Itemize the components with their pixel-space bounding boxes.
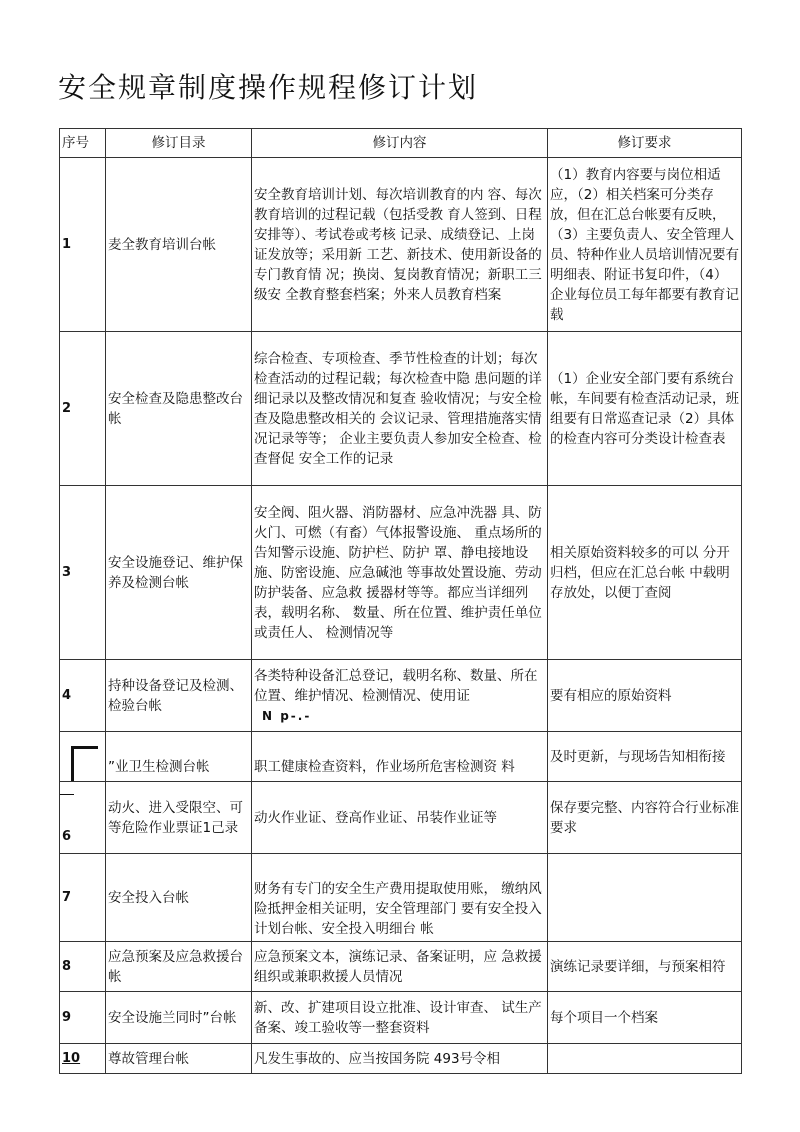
row-content-cell — [252, 660, 548, 732]
row-dir: 应急预案及应急救援台帐 — [106, 942, 252, 992]
revision-plan-table — [59, 128, 742, 1074]
row-no: 4 — [60, 660, 106, 732]
row-req: 及时更新，与现场告知相衔接 — [548, 732, 742, 782]
table-row — [60, 732, 742, 782]
row-content: 动火作业证、登高作业证、吊装作业证等 — [252, 782, 548, 854]
row-no: 10 — [60, 1044, 106, 1074]
header-content: 修订内容 — [252, 129, 548, 158]
row-content: 应急预案文本，演练记录、备案证明，应 急救援组织或兼职救援人员情况 — [252, 942, 548, 992]
row-no: 7 — [60, 854, 106, 942]
row-dir: 动火、进入受限空、可等危险作业票证1己录 — [106, 782, 252, 854]
row-req — [548, 1044, 742, 1074]
row-req: （1）企业安全部门要有系统台帐，车间要有检查活动记录，班组要有日常巡查记录（2）具体的检查内容可分类设计检查表 — [548, 332, 742, 486]
row-content: 安全阀、阻火器、消防器材、应急冲洗器 具、防火门、可燃（有畜）气体报警设施、 重点场所的告知警示设施、防护栏、防护 罩、静电接地设施、防密设施、应急碱池 等事故处置设施、劳动防护装备、应急救 援器材等等。都应当详细列表，载明名称、 数量、所在位置、维护责任单位或责任人、 检测情况等 — [252, 486, 548, 660]
row-dir: 安全投入台帐 — [106, 854, 252, 942]
row-content: 安全教育培训计划、每次培训教育的内 容、每次教育培训的过程记载（包括受教 育人签到、日程安排等）、考试卷或考核 记录、成绩登记、上岗证发放等；采用新 工艺、新技术、使用新设备的专门教育情 况；换岗、复岗教育情况；新职工三级安 全教育整套档案；外来人员教育档案 — [252, 158, 548, 332]
header-no: 序号 — [60, 129, 106, 158]
table-row — [60, 782, 742, 854]
table-row — [60, 854, 742, 942]
row-req: 保存要完整、内容符合行业标准要求 — [548, 782, 742, 854]
row-req: 相关原始资料较多的可以 分开归档，但应在汇总台帐 中载明存放处，以便丁查阅 — [548, 486, 742, 660]
row-no: 1 — [60, 158, 106, 332]
row-dir: 安全设施登记、维护保养及检测台帐 — [106, 486, 252, 660]
row-no — [60, 732, 106, 782]
table-row — [60, 942, 742, 992]
row-dir: 安全设施兰同时”台帐 — [106, 992, 252, 1044]
page-title: 安全规章制度操作规程修订计划 — [58, 71, 479, 104]
row-dir: 尊故管理台帐 — [106, 1044, 252, 1074]
row-content: 凡发生事故的、应当按国务院 493号令相 — [252, 1044, 548, 1074]
table-row — [60, 660, 742, 732]
row-req — [548, 854, 742, 942]
table-row — [60, 486, 742, 660]
row-dir: 麦全教育培训台帐 — [106, 158, 252, 332]
row-no: 8 — [60, 942, 106, 992]
row-req: （1）教育内容要与岗位相适应，（2）相关档案可分类存放，但在汇总台帐要有反映，（3）主要负责人、安全管理人员、特种作业人员培训情况要有明细表、附证书复印件，（4）企业每位员工每年都要有教育记载 — [548, 158, 742, 332]
table-row — [60, 992, 742, 1044]
row-req: 每个项目一个档案 — [548, 992, 742, 1044]
header-dir: 修订目录 — [106, 129, 252, 158]
row-content: 各类特种设备汇总登记，载明名称、数量、所在位置、维护情况、检测情况、使用证 — [254, 667, 538, 704]
table-row — [60, 158, 742, 332]
row-content: 职工健康检查资料，作业场所危害检测资 料 — [252, 732, 548, 782]
table-row — [60, 1044, 742, 1074]
row-dir: 安全检查及隐患整改台帐 — [106, 332, 252, 486]
row-req: 演练记录要详细，与预案相符 — [548, 942, 742, 992]
row-no: 9 — [60, 992, 106, 1044]
row-content: 新、改、扩建项目设立批准、设计审查、 试生产备案、竣工验收等一整套资料 — [252, 992, 548, 1044]
header-req: 修订要求 — [548, 129, 742, 158]
row-dir: ”业卫生检测台帐 — [106, 732, 252, 782]
table-header-row — [60, 129, 742, 158]
row-no: 2 — [60, 332, 106, 486]
row-req: 要有相应的原始资料 — [548, 660, 742, 732]
row-content: 综合检查、专项检查、季节性检查的计划；每次检查活动的过程记载；每次检查中隐 患问题的详细记录以及整改情况和复查 验收情况；与安全检查及隐患整改相关的 会议记录、管理措施落实情况记录等等； 企业主要负责人参加安全检查、检查督促 安全工作的记录 — [252, 332, 548, 486]
table-row — [60, 332, 742, 486]
row-content: 财务有专门的安全生产费用提取使用账， 缴纳风险抵押金相关证明，安全管理部门 要有安全投入计划台帐、安全投入明细台 帐 — [252, 854, 548, 942]
row-no: 6 — [60, 782, 106, 854]
stamp-text: N p-.- — [262, 708, 312, 723]
row-no: 3 — [60, 486, 106, 660]
row-dir: 持种设备登记及检测、检验台帐 — [106, 660, 252, 732]
